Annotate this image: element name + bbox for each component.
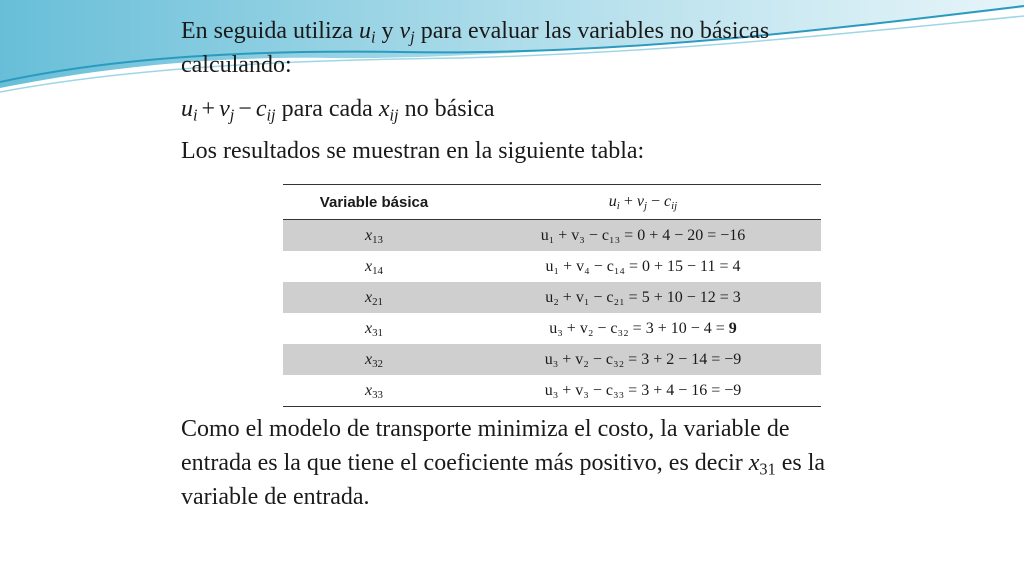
table-row — [283, 282, 821, 313]
row-expression: u₃ + v₂ − c₃₂ = 3 + 10 − 4 = 9 — [549, 319, 737, 337]
intro-conj: y — [381, 18, 394, 44]
row-variable: $x_{14}$ — [365, 257, 383, 277]
formula-c-sub: ij — [266, 105, 276, 125]
formula-x: x — [378, 96, 390, 122]
formula-line — [181, 92, 841, 126]
formula-u-sub: i — [193, 105, 198, 125]
conclusion-x-sub: 31 — [759, 459, 776, 479]
intro-text-a: En seguida utiliza — [181, 18, 353, 44]
formula-x-sub: ij — [389, 105, 399, 125]
table-row — [283, 220, 821, 252]
row-variable: $x_{21}$ — [283, 282, 465, 313]
results-table — [283, 184, 821, 407]
row-expression: u₁ + v₄ − c₁₄ = 0 + 15 − 11 = 4 — [545, 257, 741, 275]
lead-text: Los resultados se muestran en la siguiente tabla: — [181, 138, 645, 164]
var-v-sub: j — [410, 27, 415, 47]
table-row — [283, 375, 821, 407]
row-expression: u₁ + v₃ − c₁₃ = 0 + 4 − 20 = −16 — [465, 220, 821, 252]
row-expression: u₃ + v₃ − c₃₃ = 3 + 4 − 16 = −9 — [544, 381, 742, 399]
row-variable: $x_{33}$ — [365, 381, 383, 401]
formula-text-a: para cada — [281, 96, 373, 122]
formula-minus: − — [238, 96, 252, 122]
table-row — [283, 344, 821, 375]
formula-text-b: no básica — [404, 96, 495, 122]
formula-v-sub: j — [229, 105, 235, 125]
intro-text-b: para evaluar las variables no básicas calculando: — [181, 18, 770, 78]
conclusion-text-a: Como el modelo de transporte minimiza el costo, la variable de entrada es la que tiene el coeficiente más positivo, es decir — [181, 416, 790, 476]
row-variable: $x_{31}$ — [365, 319, 383, 339]
conclusion-paragraph — [181, 412, 831, 514]
header-variable-basica: Variable básica — [283, 185, 465, 220]
var-u-sub: i — [370, 27, 376, 47]
table-header-row — [283, 185, 821, 220]
header-expression: $u_i + v_j - c_{ij}$ — [465, 185, 821, 220]
row-variable: $x_{13}$ — [283, 220, 465, 252]
table-row — [283, 251, 821, 282]
row-expression: u₃ + v₂ − c₃₂ = 3 + 2 − 14 = −9 — [465, 344, 821, 375]
formula-c: c — [255, 96, 267, 122]
max-value: 9 — [728, 319, 737, 337]
row-variable: $x_{32}$ — [283, 344, 465, 375]
table-row — [283, 313, 821, 344]
formula-plus: + — [201, 96, 216, 122]
formula-v: v — [219, 96, 230, 122]
var-v: v — [399, 18, 411, 44]
var-u: u — [358, 18, 371, 44]
conclusion-x: x — [748, 450, 760, 476]
conclusion-text-b: es la variable de entrada. — [181, 450, 826, 510]
intro-paragraph — [181, 14, 841, 82]
formula-u: u — [181, 96, 193, 122]
row-expression: u₂ + v₁ − c₂₁ = 5 + 10 − 12 = 3 — [465, 282, 821, 313]
